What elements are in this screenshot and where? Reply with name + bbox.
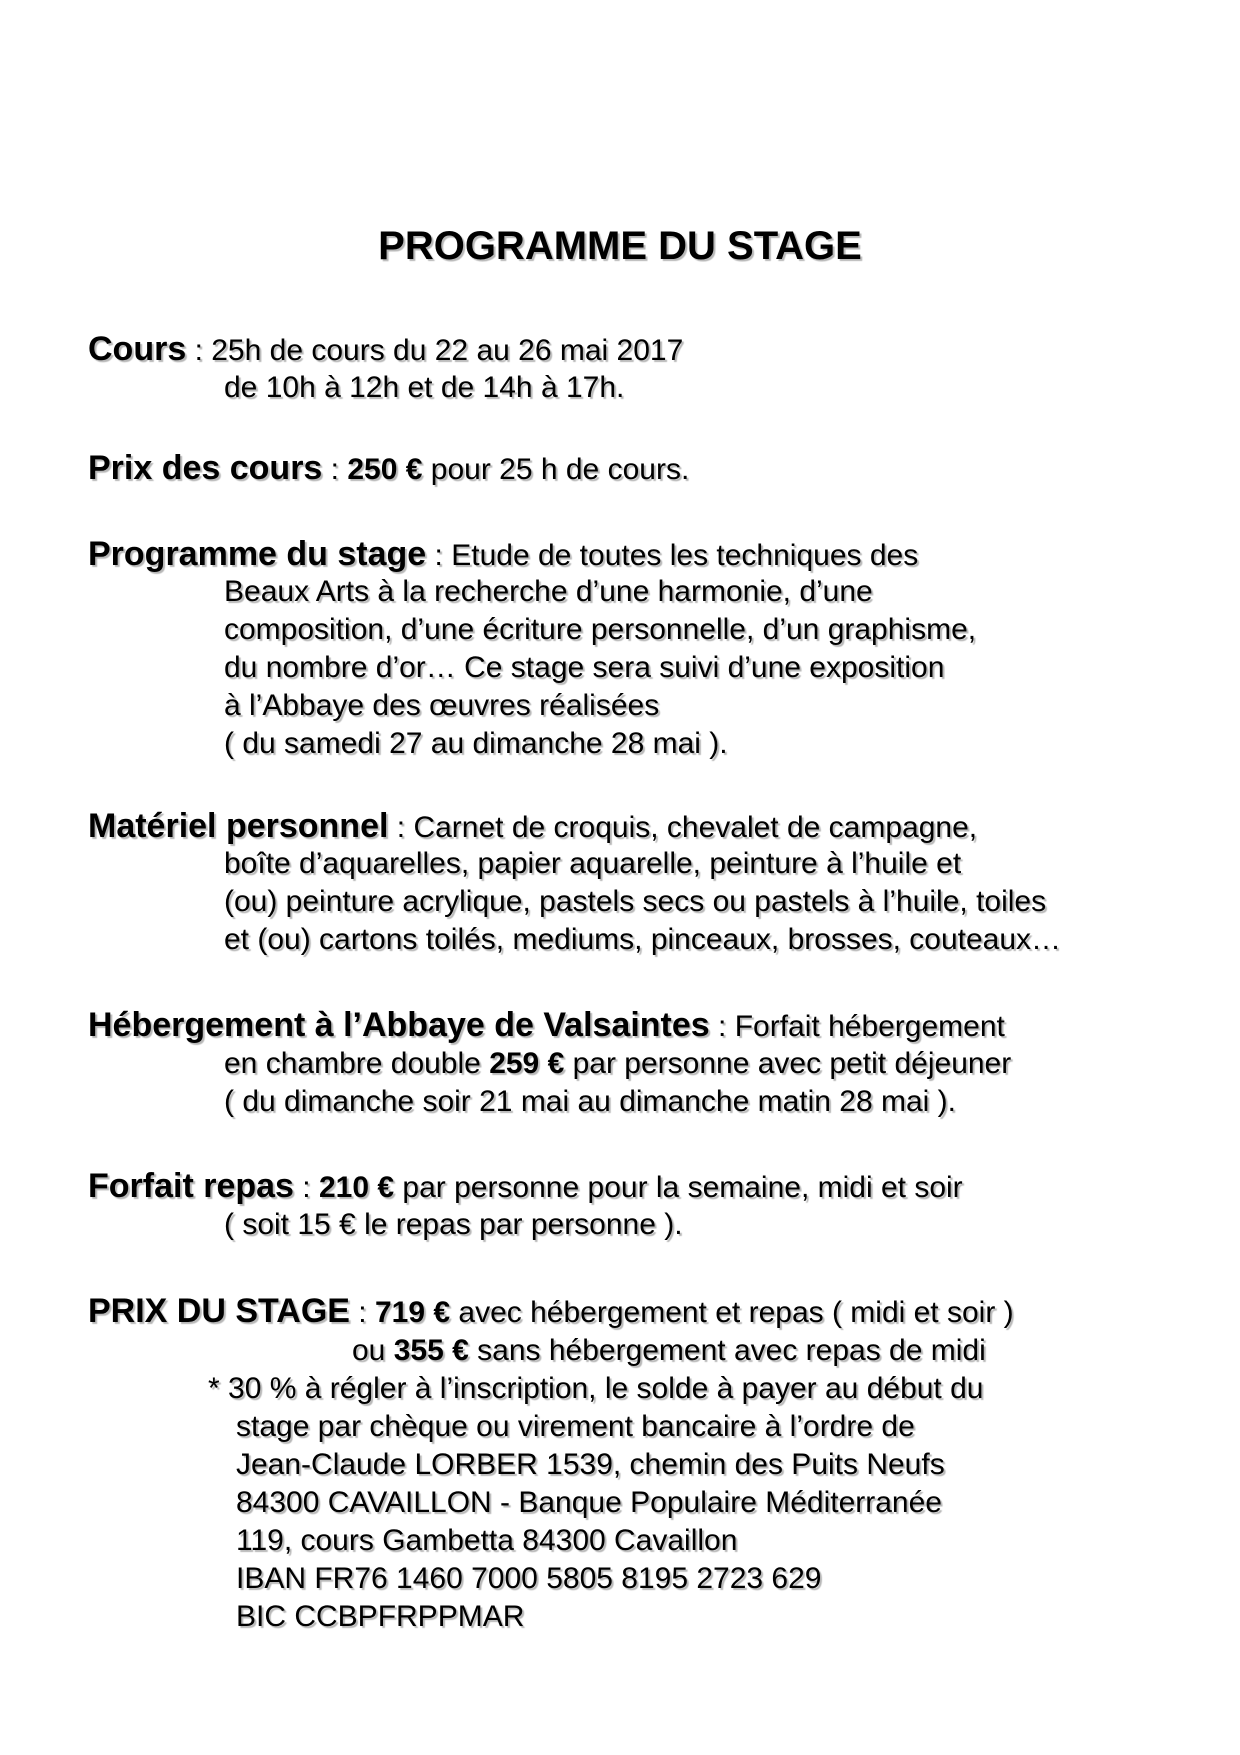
hebergement-line-1 — [88, 1006, 1005, 1046]
payment-note-line-2: stage par chèque ou virement bancaire à l’ordre de — [236, 1410, 915, 1443]
prix-stage-separator: : — [349, 1296, 375, 1329]
prix-stage-label: PRIX DU STAGE — [88, 1292, 350, 1330]
programme-line-6: ( du samedi 27 au dimanche 28 mai ). — [224, 727, 728, 760]
cours-line-2: de 10h à 12h et de 14h à 17h. — [224, 371, 625, 404]
hebergement-text-1: Forfait hébergement — [734, 1010, 1005, 1043]
prix-cours-label: Prix des cours — [88, 449, 323, 487]
hebergement-line-3: ( du dimanche soir 21 mai au dimanche matin 28 mai ). — [224, 1085, 957, 1118]
repas-line-2: ( soit 15 € le repas par personne ). — [224, 1208, 683, 1241]
programme-line-3: composition, d’une écriture personnelle, d’un graphisme, — [224, 613, 977, 646]
cours-separator: : — [186, 334, 212, 367]
materiel-separator: : — [388, 811, 414, 844]
materiel-line-2: boîte d’aquarelles, papier aquarelle, peinture à l’huile et — [224, 847, 962, 880]
payment-note-line-4: 84300 CAVAILLON - Banque Populaire Méditerranée — [236, 1486, 942, 1519]
programme-line-5: à l’Abbaye des œuvres réalisées — [224, 689, 660, 722]
prix-stage-text-2-post: sans hébergement avec repas de midi — [468, 1334, 986, 1367]
repas-text-1: par personne pour la semaine, midi et soir — [394, 1171, 963, 1204]
materiel-label: Matériel personnel — [88, 807, 389, 845]
cours-line-1 — [88, 330, 683, 370]
prix-stage-line-1 — [88, 1292, 1014, 1332]
hebergement-text-2-pre: en chambre double — [224, 1047, 490, 1080]
prix-cours-separator: : — [322, 453, 348, 486]
programme-label: Programme du stage — [88, 535, 427, 573]
repas-price: 210 € — [318, 1171, 395, 1204]
programme-line-2: Beaux Arts à la recherche d’une harmonie, d’une — [224, 575, 873, 608]
repas-separator: : — [293, 1171, 319, 1204]
materiel-line-1 — [88, 807, 977, 847]
prix-cours-line — [88, 449, 689, 489]
prix-stage-text-2-pre: ou — [352, 1334, 394, 1367]
prix-stage-text-1: avec hébergement et repas ( midi et soir ) — [450, 1296, 1014, 1329]
materiel-text-1: Carnet de croquis, chevalet de campagne, — [413, 811, 978, 844]
iban-line: IBAN FR76 1460 7000 5805 8195 2723 629 — [236, 1562, 822, 1595]
materiel-line-4: et (ou) cartons toilés, mediums, pinceaux, brosses, couteaux… — [224, 923, 1062, 956]
hebergement-separator: : — [709, 1010, 735, 1043]
programme-line-1 — [88, 535, 918, 575]
prix-stage-line-2 — [352, 1332, 986, 1370]
payment-note-line-1: * 30 % à régler à l’inscription, le solde à payer au début du — [208, 1372, 984, 1405]
hebergement-label: Hébergement à l’Abbaye de Valsaintes — [88, 1006, 710, 1044]
repas-line-1 — [88, 1167, 963, 1207]
repas-label: Forfait repas — [88, 1167, 294, 1205]
materiel-line-3: (ou) peinture acrylique, pastels secs ou pastels à l’huile, toiles — [224, 885, 1047, 918]
programme-line-4: du nombre d’or… Ce stage sera suivi d’une exposition — [224, 651, 945, 684]
programme-text-1: Etude de toutes les techniques des — [451, 539, 919, 572]
page-title: PROGRAMME DU STAGE — [378, 224, 862, 268]
cours-text-1: 25h de cours du 22 au 26 mai 2017 — [211, 334, 684, 367]
prix-stage-price-1: 719 € — [374, 1296, 451, 1329]
prix-stage-price-2: 355 € — [393, 1334, 469, 1367]
hebergement-text-2-post: par personne avec petit déjeuner — [564, 1047, 1012, 1080]
bic-line: BIC CCBPFRPPMAR — [236, 1600, 525, 1633]
prix-cours-price: 250 € — [347, 453, 423, 486]
payment-note-line-5: 119, cours Gambetta 84300 Cavaillon — [236, 1524, 738, 1557]
cours-label: Cours — [88, 330, 187, 368]
hebergement-line-2 — [224, 1045, 1011, 1083]
prix-cours-text: pour 25 h de cours. — [422, 453, 690, 486]
hebergement-price: 259 € — [489, 1047, 565, 1080]
programme-separator: : — [426, 539, 452, 572]
payment-note-line-3: Jean-Claude LORBER 1539, chemin des Puits Neufs — [236, 1448, 945, 1481]
